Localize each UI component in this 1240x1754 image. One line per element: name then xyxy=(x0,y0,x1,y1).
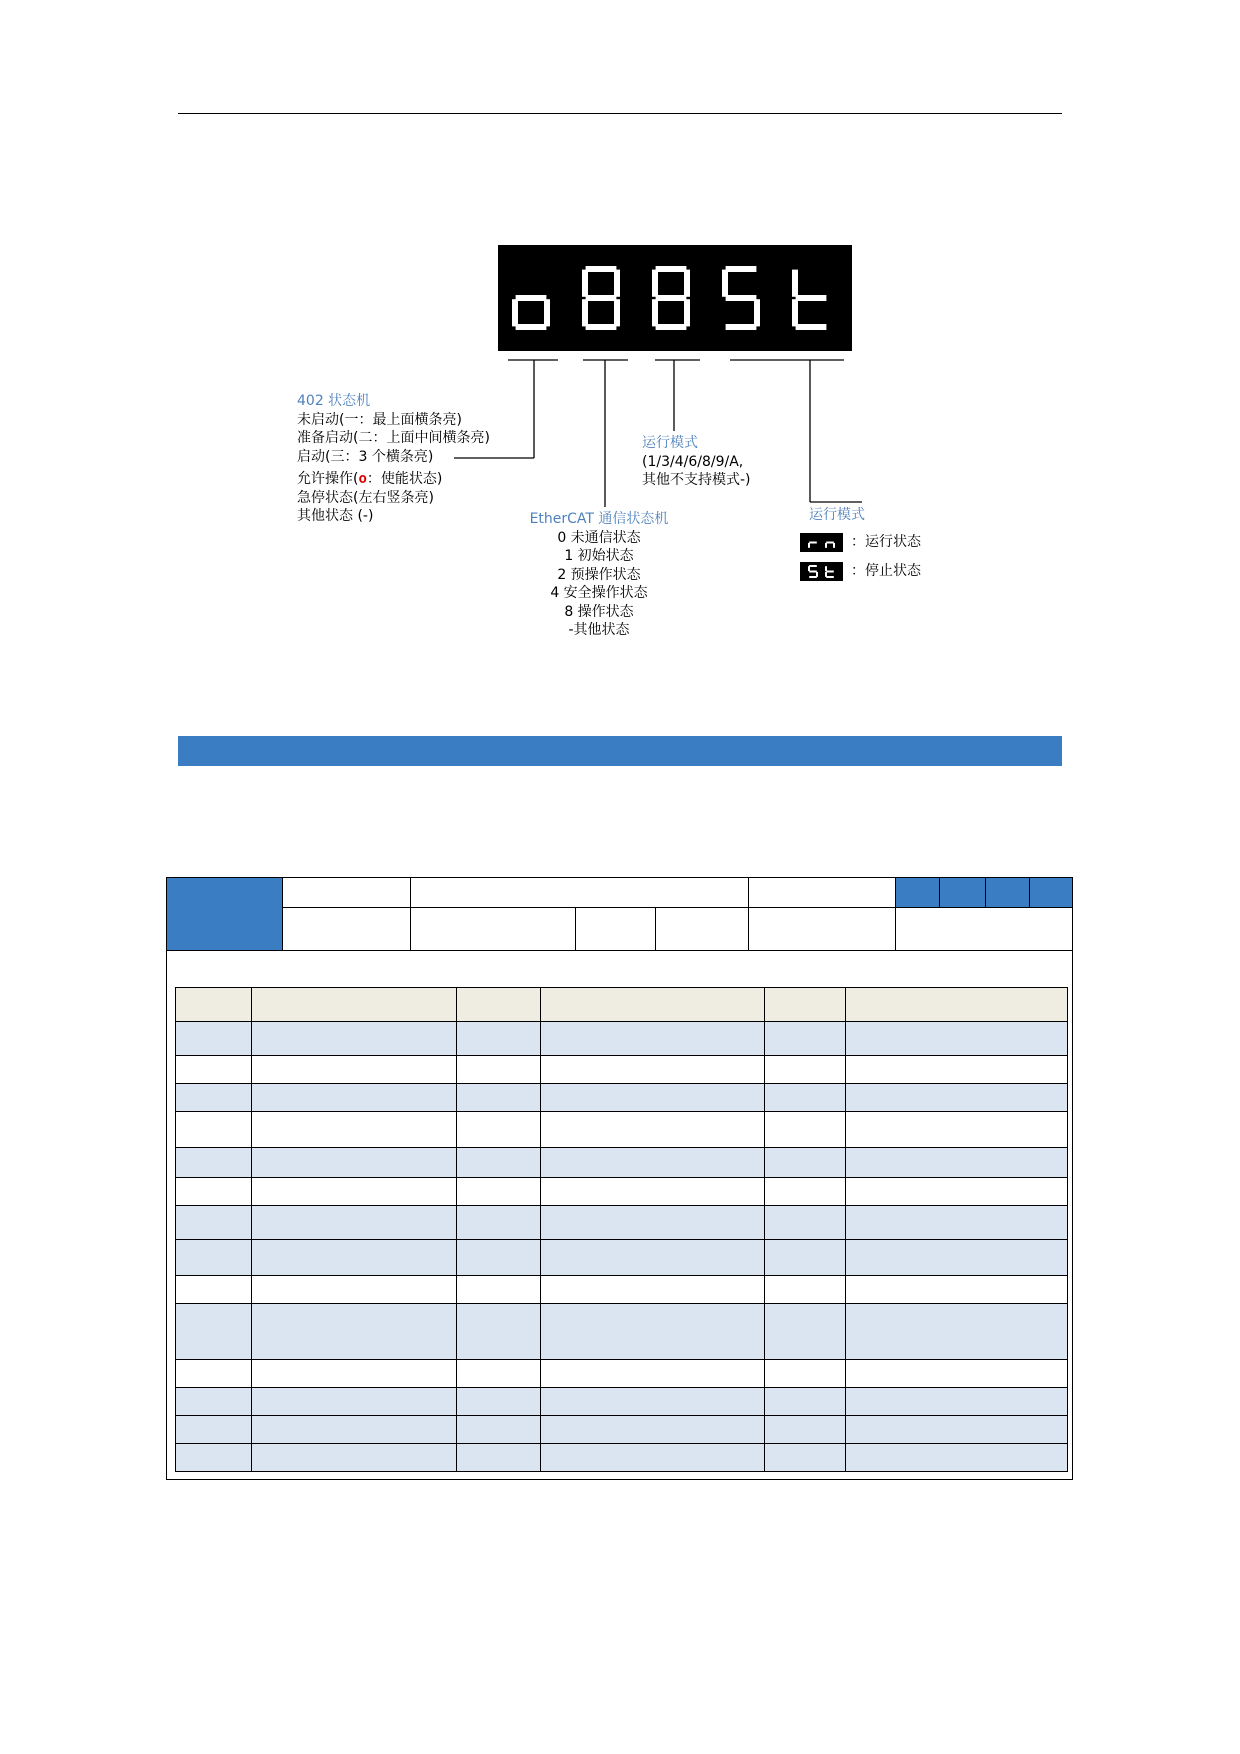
table-cell xyxy=(176,1056,252,1084)
table-cell xyxy=(176,1276,252,1304)
diagram-connector-lines xyxy=(0,0,1240,760)
param-header-cell xyxy=(656,908,749,951)
table-cell xyxy=(541,1304,765,1360)
op-enable-suffix: ：使能状态) xyxy=(366,471,443,487)
state-machine-line-op-enable xyxy=(297,470,490,489)
table-row xyxy=(176,1304,1068,1360)
mini-segment-digits xyxy=(800,533,843,552)
table-cell xyxy=(765,1416,846,1444)
table-cell xyxy=(457,1360,541,1388)
table-cell xyxy=(765,1276,846,1304)
table-cell xyxy=(457,1444,541,1472)
table-header-cell xyxy=(176,988,252,1022)
table-cell xyxy=(846,1240,1068,1276)
table-header-cell xyxy=(765,988,846,1022)
table-row xyxy=(176,1148,1068,1178)
table-row xyxy=(176,1276,1068,1304)
table-cell xyxy=(765,1304,846,1360)
state-machine-line: 急停状态(左右竖条亮) xyxy=(297,489,434,506)
table-cell xyxy=(457,1416,541,1444)
table-cell xyxy=(541,1388,765,1416)
table-cell xyxy=(541,1240,765,1276)
table-cell xyxy=(846,1178,1068,1206)
table-cell xyxy=(846,1416,1068,1444)
table-cell xyxy=(846,1360,1068,1388)
table-cell xyxy=(252,1178,457,1206)
param-header-cell xyxy=(411,908,576,951)
table-header-cell xyxy=(541,988,765,1022)
table-cell xyxy=(765,1240,846,1276)
table-cell xyxy=(541,1112,765,1148)
table-cell xyxy=(176,1360,252,1388)
table-cell xyxy=(765,1112,846,1148)
table-row xyxy=(176,1416,1068,1444)
table-cell xyxy=(176,1112,252,1148)
state-machine-line: 允许操作( xyxy=(297,471,359,487)
run-mode-line: (1/3/4/6/8/9/A, xyxy=(642,453,744,470)
run-mode-title: 运行模式 xyxy=(642,435,698,451)
table-cell xyxy=(846,1206,1068,1240)
ethercat-line: 0 未通信状态 xyxy=(557,529,641,546)
state-machine-line: 未启动(一：最上面横条亮) xyxy=(297,411,462,428)
state-machine-line: 准备启动(二：上面中间横条亮) xyxy=(297,430,490,446)
table-cell xyxy=(541,1148,765,1178)
table-cell xyxy=(846,1084,1068,1112)
state-machine-title: 402 状态机 xyxy=(297,393,371,409)
ethercat-line: 4 安全操作状态 xyxy=(550,585,648,601)
table-header-row xyxy=(176,988,1068,1022)
state-machine-annotation xyxy=(297,392,490,526)
table-cell xyxy=(541,1276,765,1304)
param-header-cell xyxy=(283,878,411,908)
param-header-cell xyxy=(896,908,1072,951)
table-row xyxy=(176,1206,1068,1240)
table-cell xyxy=(765,1148,846,1178)
table-cell xyxy=(457,1084,541,1112)
display-segment xyxy=(826,541,834,543)
table-row xyxy=(176,1112,1068,1148)
table-cell xyxy=(252,1360,457,1388)
table-cell xyxy=(457,1112,541,1148)
table-cell xyxy=(457,1022,541,1056)
parameter-block xyxy=(166,877,1073,1480)
table-cell xyxy=(457,1178,541,1206)
table-cell xyxy=(846,1148,1068,1178)
ethercat-line: 2 预操作状态 xyxy=(557,566,641,583)
state-machine-line: 启动(三：3 个横条亮) xyxy=(297,448,434,465)
run-state-legend-item xyxy=(800,528,921,557)
ethercat-title: EtherCAT 通信状态机 xyxy=(529,511,669,527)
display-segment xyxy=(808,542,810,547)
table-cell xyxy=(176,1416,252,1444)
table-cell xyxy=(252,1388,457,1416)
section-heading-bar xyxy=(178,736,1062,766)
table-cell xyxy=(252,1084,457,1112)
table-cell xyxy=(846,1022,1068,1056)
table-cell xyxy=(541,1416,765,1444)
table-cell xyxy=(541,1444,765,1472)
table-cell xyxy=(252,1276,457,1304)
ethercat-line: 1 初始状态 xyxy=(564,548,634,564)
display-segment xyxy=(826,570,834,572)
param-mode-cell xyxy=(896,878,940,908)
table-cell xyxy=(765,1084,846,1112)
display-segment xyxy=(809,565,817,567)
run-mode-line: 其他不支持模式-) xyxy=(642,472,751,488)
table-cell xyxy=(765,1178,846,1206)
table-cell xyxy=(252,1444,457,1472)
table-row xyxy=(176,1056,1068,1084)
ethercat-annotation xyxy=(514,510,684,640)
parameter-table xyxy=(175,987,1068,1472)
table-row xyxy=(176,1084,1068,1112)
table-cell xyxy=(765,1360,846,1388)
param-header-cell xyxy=(411,878,749,908)
table-cell xyxy=(176,1304,252,1360)
display-segment xyxy=(833,542,835,547)
table-cell xyxy=(252,1148,457,1178)
table-cell xyxy=(176,1084,252,1112)
table-cell xyxy=(846,1056,1068,1084)
table-cell xyxy=(541,1022,765,1056)
table-cell xyxy=(765,1056,846,1084)
table-cell xyxy=(176,1240,252,1276)
table-cell xyxy=(846,1388,1068,1416)
table-header-cell xyxy=(846,988,1068,1022)
display-segment xyxy=(825,542,827,547)
table-cell xyxy=(252,1416,457,1444)
table-cell xyxy=(457,1206,541,1240)
display-segment xyxy=(809,541,817,543)
table-cell xyxy=(541,1084,765,1112)
display-segment xyxy=(808,566,810,571)
table-cell xyxy=(765,1444,846,1472)
table-cell xyxy=(176,1388,252,1416)
stop-state-label: ：停止状态 xyxy=(851,562,921,579)
table-cell xyxy=(457,1056,541,1084)
param-mode-cell xyxy=(940,878,986,908)
table-cell xyxy=(457,1240,541,1276)
table-row xyxy=(176,1240,1068,1276)
table-cell xyxy=(252,1206,457,1240)
display-segment xyxy=(825,571,827,576)
param-header-cell xyxy=(283,908,411,951)
table-cell xyxy=(541,1056,765,1084)
table-cell xyxy=(457,1276,541,1304)
table-row xyxy=(176,1444,1068,1472)
table-cell xyxy=(541,1360,765,1388)
mini-segment-display xyxy=(800,562,843,581)
table-cell xyxy=(846,1276,1068,1304)
table-cell xyxy=(765,1388,846,1416)
table-cell xyxy=(846,1444,1068,1472)
ethercat-line: 8 操作状态 xyxy=(564,603,634,620)
param-header-cell xyxy=(749,908,896,951)
param-mode-cell xyxy=(986,878,1030,908)
table-cell xyxy=(457,1148,541,1178)
display-segment xyxy=(826,576,834,578)
table-cell xyxy=(176,1444,252,1472)
table-row xyxy=(176,1178,1068,1206)
param-header-cell xyxy=(749,878,896,908)
table-cell xyxy=(846,1304,1068,1360)
table-cell xyxy=(765,1022,846,1056)
table-cell xyxy=(252,1022,457,1056)
run-mode-annotation xyxy=(642,434,751,490)
table-cell xyxy=(176,1022,252,1056)
mini-segment-display xyxy=(800,533,843,552)
table-cell xyxy=(541,1178,765,1206)
param-id-cell xyxy=(167,878,283,951)
table-cell xyxy=(457,1388,541,1416)
table-cell xyxy=(541,1206,765,1240)
run-state-annotation xyxy=(800,506,921,586)
table-cell xyxy=(176,1206,252,1240)
display-segment xyxy=(809,576,817,578)
table-row xyxy=(176,1022,1068,1056)
table-cell xyxy=(176,1178,252,1206)
table-header-cell xyxy=(457,988,541,1022)
table-cell xyxy=(176,1148,252,1178)
table-cell xyxy=(252,1056,457,1084)
ethercat-line: -其他状态 xyxy=(568,622,630,638)
display-segment xyxy=(825,566,827,571)
table-row xyxy=(176,1360,1068,1388)
display-segment xyxy=(809,570,817,572)
table-cell xyxy=(252,1112,457,1148)
run-state-legend-item xyxy=(800,557,921,586)
table-cell xyxy=(457,1304,541,1360)
table-cell xyxy=(252,1240,457,1276)
op-enable-glyph: o xyxy=(358,471,367,487)
table-cell xyxy=(252,1304,457,1360)
table-header-cell xyxy=(252,988,457,1022)
table-cell xyxy=(765,1206,846,1240)
state-machine-line: 其他状态 (-) xyxy=(297,508,374,524)
table-row xyxy=(176,1388,1068,1416)
run-state-label: ：运行状态 xyxy=(851,533,921,550)
mini-segment-digits xyxy=(800,562,843,581)
param-mode-cell xyxy=(1030,878,1072,908)
param-header-cell xyxy=(576,908,656,951)
table-cell xyxy=(846,1112,1068,1148)
run-state-title: 运行模式 xyxy=(809,507,865,523)
